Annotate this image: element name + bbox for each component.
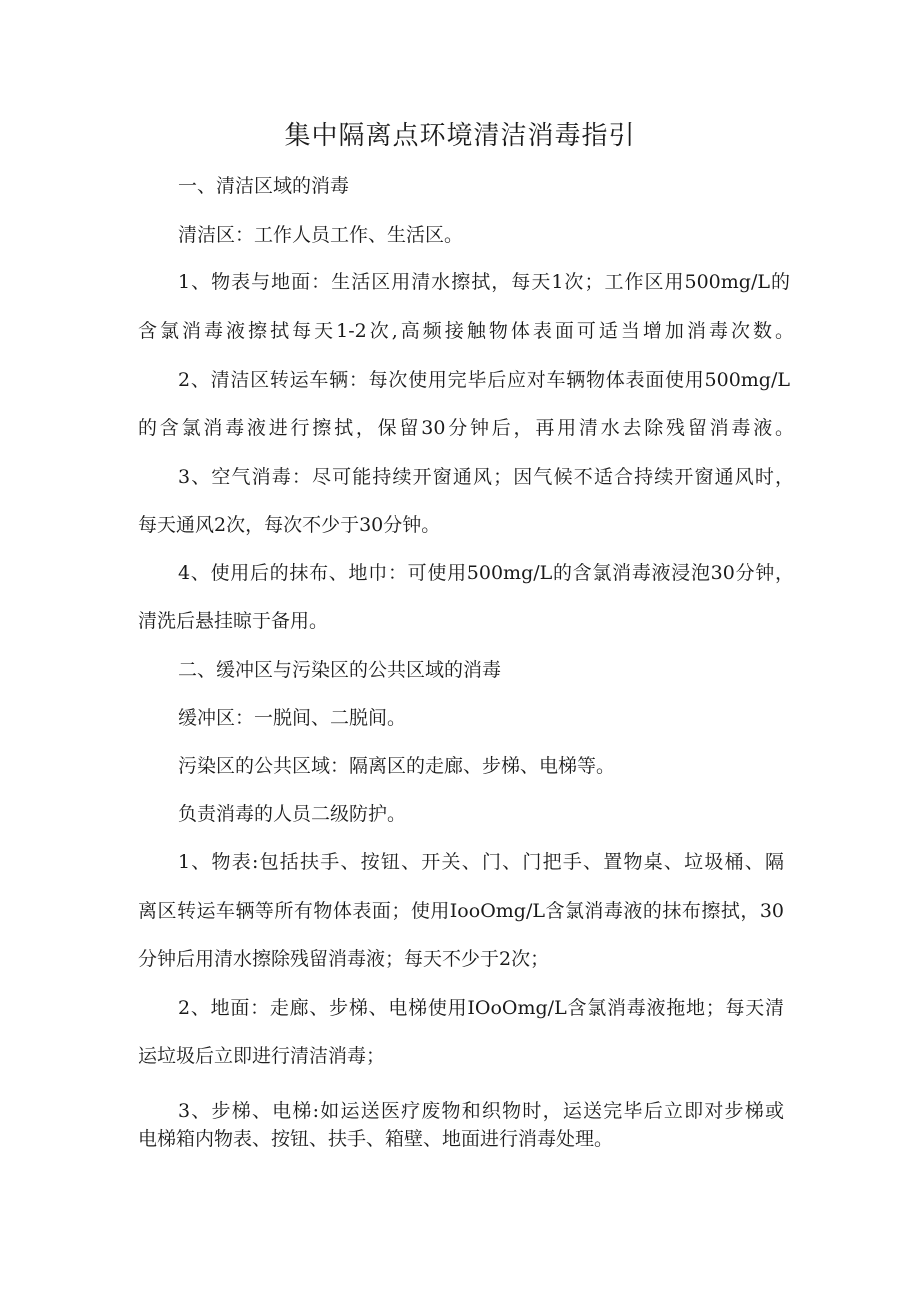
paragraph-buffer-zone-definition: 缓冲区：一脱间、二脱间。 — [178, 707, 407, 729]
paragraph-item-2-line-2: 的含氯消毒液进行擦拭，保留30分钟后，再用清水去除残留消毒液。 — [138, 417, 794, 439]
paragraph-b-item-1-line-2: 离区转运车辆等所有物体表面；使用IooOmg/L含氯消毒液的抹布擦拭，30 — [138, 900, 784, 922]
section-heading-clean-zone: 一、清洁区域的消毒 — [178, 175, 350, 197]
paragraph-clean-zone-definition: 清洁区：工作人员工作、生活区。 — [178, 224, 464, 246]
section-heading-buffer-zone: 二、缓冲区与污染区的公共区域的消毒 — [178, 659, 502, 681]
paragraph-item-3-line-1: 3、空气消毒：尽可能持续开窗通风；因气候不适合持续开窗通风时， — [178, 466, 794, 488]
paragraph-public-area-definition: 污染区的公共区域：隔离区的走廊、步梯、电梯等。 — [178, 755, 616, 777]
paragraph-item-1-line-1: 1、物表与地面：生活区用清水擦拭，每天1次；工作区用500mg∕L的 — [178, 271, 790, 293]
paragraph-item-1-line-2: 含氯消毒液擦拭每天1-2次,高频接触物体表面可适当增加消毒次数。 — [138, 320, 794, 342]
paragraph-b-item-3-line-2: 电梯箱内物表、按钮、扶手、箱壁、地面进行消毒处理。 — [138, 1128, 614, 1150]
paragraph-b-item-2-line-1: 2、地面：走廊、步梯、电梯使用IOoOmg/L含氯消毒液拖地；每天清 — [178, 997, 784, 1019]
paragraph-item-2-line-1: 2、清洁区转运车辆：每次使用完毕后应对车辆物体表面使用500mg∕L — [178, 369, 790, 391]
paragraph-item-3-line-2: 每天通风2次，每次不少于30分钟。 — [138, 514, 441, 536]
paragraph-b-item-1-line-1: 1、物表:包括扶手、按钮、开关、门、门把手、置物桌、垃圾桶、隔 — [178, 851, 784, 873]
paragraph-b-item-3-line-1: 3、步梯、电梯:如运送医疗废物和织物时，运送完毕后立即对步梯或 — [178, 1100, 784, 1122]
paragraph-item-4-line-2: 清洗后悬挂晾于备用。 — [138, 610, 329, 632]
paragraph-item-4-line-1: 4、使用后的抹布、地巾：可使用500mg∕L的含氯消毒液浸泡30分钟， — [178, 562, 794, 584]
paragraph-protection-level: 负责消毒的人员二级防护。 — [178, 803, 407, 825]
paragraph-b-item-1-line-3: 分钟后用清水擦除残留消毒液；每天不少于2次； — [138, 948, 550, 970]
page-title: 集中隔离点环境清洁消毒指引 — [284, 121, 636, 151]
paragraph-b-item-2-line-2: 运垃圾后立即进行清洁消毒； — [138, 1045, 386, 1067]
